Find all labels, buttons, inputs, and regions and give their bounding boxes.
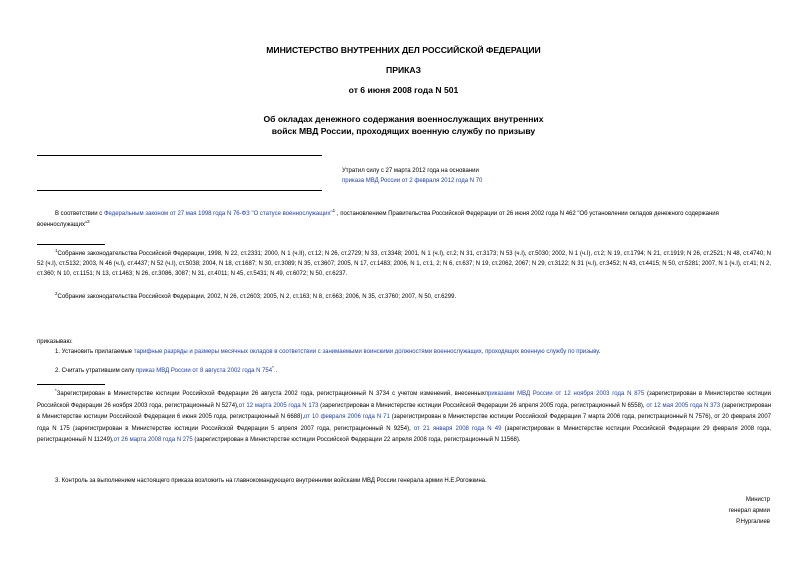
- order-item-1: 1. Установить прилагаемые тарифные разряды и размеры месячных окладов в соответствии с занимаемыми воинскими должностями военнослужащих, проходящих военную службу по призыву.: [55, 349, 601, 355]
- order-49-link[interactable]: от 21 января 2008 года N 49: [413, 425, 502, 432]
- law-76-fz-link[interactable]: Федеральным законом от 27 мая 1998 года N 76-ФЗ "О статусе военнослужащих": [103, 211, 333, 217]
- signature-name: Р.Нургалиев: [736, 519, 770, 525]
- order-item-3: 3. Контроль за выполнением настоящего приказа возложить на главнокомандующего внутренними войсками МВД России генерала армии Н.Е.Рогожкина.: [55, 478, 487, 484]
- orders-intro: приказываю:: [37, 339, 73, 345]
- order-275-link[interactable]: от 26 марта 2008 года N 275: [113, 437, 193, 444]
- order-875-link[interactable]: приказами МВД России от 12 ноября 2003 года N 875: [484, 391, 645, 397]
- footnote-star: *Зарегистрирован в Министерстве юстиции Российской Федерации 26 августа 2002 года, регистрационный N 3734 с учетом изменений, внесенныхприказами МВД России от 12 ноября 2003 года N 875 (зарегистрирован в Министерстве юстиции Российской Федерации 26 ноября 2003 года, регистрационный N 5274),от 12 марта 2005 года N 173 (зарегистрирован в Министерстве юстиции Российской Федерации 26 апреля 2005 года, регистрационный N 6558), от 12 мая 2005 года N 373 (зарегистрирован в Министерстве юстиции Российской Федерации 6 июня 2005 года, регистрационный N 6688),от 10 февраля 2006 года N 71 (зарегистрирован в Министерстве юстиции Российской Федерации 7 марта 2006 года, регистрационный N 7576), от 20 февраля 2007 года N 175 (зарегистрирован в Министерстве юстиции Российской Федерации 5 апреля 2007 года, регистрационный N 9254), от 21 января 2008 года N 49 (зарегистрирован в Министерстве юстиции Российской Федерации 29 февраля 2008 года, регистрационный N 11249),от 26 марта 2008 года N 275 (зарегистрирован в Министерстве юстиции Российской Федерации 22 апреля 2008 года, регистрационный N 11568).: [37, 388, 772, 444]
- divider-bottom: [37, 190, 322, 191]
- doc-title-line-1: Об окладах денежного содержания военнослужащих внутренних: [263, 114, 544, 124]
- doc-date-number: от 6 июня 2008 года N 501: [348, 85, 459, 95]
- divider-top: [37, 155, 322, 156]
- order-754-link[interactable]: приказ МВД России от 8 августа 2002 года N 754: [135, 368, 273, 374]
- tariff-grades-link[interactable]: тарифные разряды и размеры месячных окладов в соответствии с занимаемыми воинскими должностями военнослужащих, проходящих военную службу по призыву: [133, 349, 599, 355]
- repeal-order-link[interactable]: приказа МВД России от 2 февраля 2012 года N 70: [342, 178, 483, 184]
- preamble-paragraph: В соответствии с Федеральным законом от 27 мая 1998 года N 76-ФЗ "О статусе военнослужащих"$^1$ , постановлением Правительства Российской Федерации от 26 июня 2002 года N 462 "Об установлении окладов денежного содержания военнослужащих"$^2$: [37, 208, 719, 228]
- doc-type: ПРИКАЗ: [386, 65, 421, 75]
- order-173-link[interactable]: от 12 марта 2005 года N 173: [238, 402, 319, 409]
- order-71-link[interactable]: от 10 февраля 2006 года N 71: [304, 414, 390, 421]
- ministry-name: МИНИСТЕРСТВО ВНУТРЕННИХ ДЕЛ РОССИЙСКОЙ ФЕДЕРАЦИИ: [266, 45, 541, 55]
- signature-rank: генерал армии: [728, 508, 770, 514]
- status-line-1: Утратил силу с 27 марта 2012 года на основании: [342, 168, 479, 174]
- order-373-link[interactable]: от 12 мая 2005 года N 373: [646, 402, 721, 409]
- footnote-divider-2: [37, 384, 105, 385]
- order-item-2: 2. Считать утратившим силу приказ МВД России от 8 августа 2002 года N 754* .: [55, 365, 278, 374]
- footnote-1: $^1$Собрание законодательства Российской Федерации, 1998, N 22, ст.2331; 2000, N 1 (ч.II), ст.12; N 26, ст.2729; N 33, ст.3348; 2001, N 1 (ч.I), ст.2; N 31, ст.3173; N 53 (ч.I), ст.5030; 2002, N 1 (ч.I), ст.2; N 19, ст.1794; N 21, ст.1919; N 26, ст.2521; N 48, ст.4740; N 52 (ч.I), ст.5132; 2003, N 46 (ч.I), ст.4437; N 52 (ч.I), ст.5038; 2004, N 18, ст.1687; N 30, ст.3089; N 35, ст.3607; 2005, N 17, ст.1483; 2006, N 1, ст.1, 2; N 6, ст.637; N 19, ст.2062, 2067; N 29, ст.3122; N 31 (ч.I), ст.3452; N 43, ст.4415; N 50, ст.5281; 2007, N 1 (ч.I), ст.41; N 2, ст.360; N 10, ст.1151; N 13, ст.1463; N 26, ст.3086, 3087; N 31, ст.4011; N 45, ст.5431; N 49, ст.6072; N 50, ст.6237.: [37, 248, 771, 277]
- status-line-2: [342, 176, 482, 186]
- footnote-divider-1: [37, 244, 105, 245]
- signature-position: Министр: [745, 497, 770, 503]
- doc-title-line-2: войск МВД России, проходящих военную службу по призыву: [271, 126, 536, 136]
- footnote-2: $^2$Собрание законодательства Российской Федерации, 2002, N 26, ст.2603; 2005, N 2, ст.163; N 8, ст.663; 2006, N 35, ст.3760; 2007, N 50, ст.6299.: [55, 291, 457, 300]
